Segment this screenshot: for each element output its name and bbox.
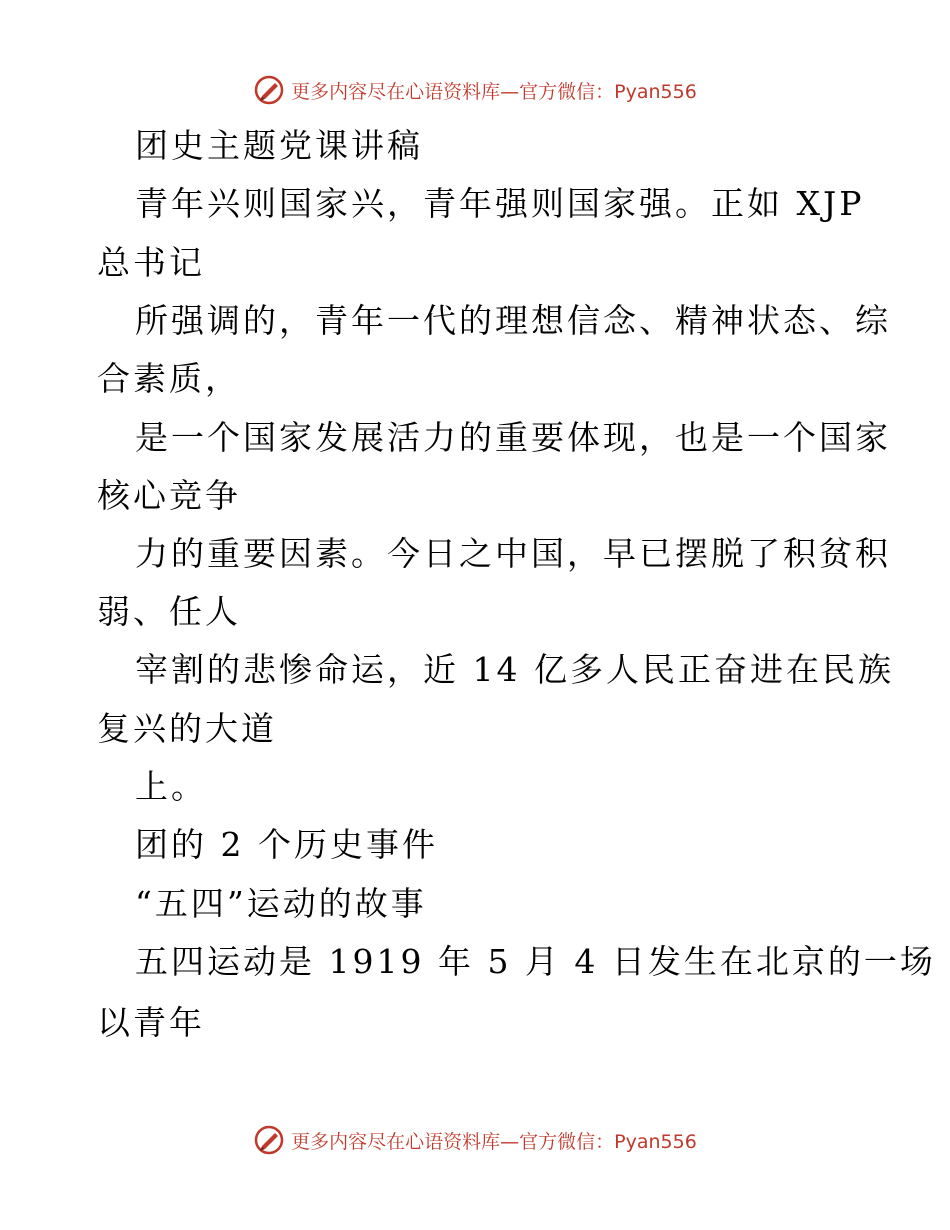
watermark-text: 更多内容尽在心语资料库—官方微信：Pyan556 xyxy=(291,1130,697,1153)
paragraph-line: 上。 xyxy=(135,767,207,806)
paragraph-line: 核心竞争 xyxy=(97,476,241,515)
paragraph-line: 以青年 xyxy=(97,1003,205,1042)
paragraph-line: 宰割的悲惨命运，近 14 亿多人民正奋进在民族 xyxy=(135,650,894,689)
document-title: 团史主题党课讲稿 xyxy=(135,126,423,165)
section-subheading: “五四”运动的故事 xyxy=(135,884,427,923)
footer-watermark xyxy=(0,1120,950,1160)
header-watermark xyxy=(0,70,950,110)
pen-logo-icon xyxy=(253,74,285,106)
paragraph-line: 五四运动是 1919 年 5 月 4 日发生在北京的一场 xyxy=(135,942,936,981)
watermark-text: 更多内容尽在心语资料库—官方微信：Pyan556 xyxy=(291,80,697,103)
paragraph-line: 所强调的，青年一代的理想信念、精神状态、综 xyxy=(135,301,891,340)
paragraph-line: 弱、任人 xyxy=(97,592,241,631)
paragraph-line: 力的重要因素。今日之中国，早已摆脱了积贫积 xyxy=(135,534,891,573)
section-heading: 团的 2 个历史事件 xyxy=(135,825,438,864)
paragraph-line: 复兴的大道 xyxy=(97,709,277,748)
pen-logo-icon xyxy=(253,1124,285,1156)
paragraph-line: 合素质， xyxy=(97,359,241,398)
paragraph-line: 是一个国家发展活力的重要体现，也是一个国家 xyxy=(135,418,891,457)
paragraph-line: 青年兴则国家兴，青年强则国家强。正如 XJP xyxy=(135,184,865,223)
paragraph-line: 总书记 xyxy=(97,243,205,282)
